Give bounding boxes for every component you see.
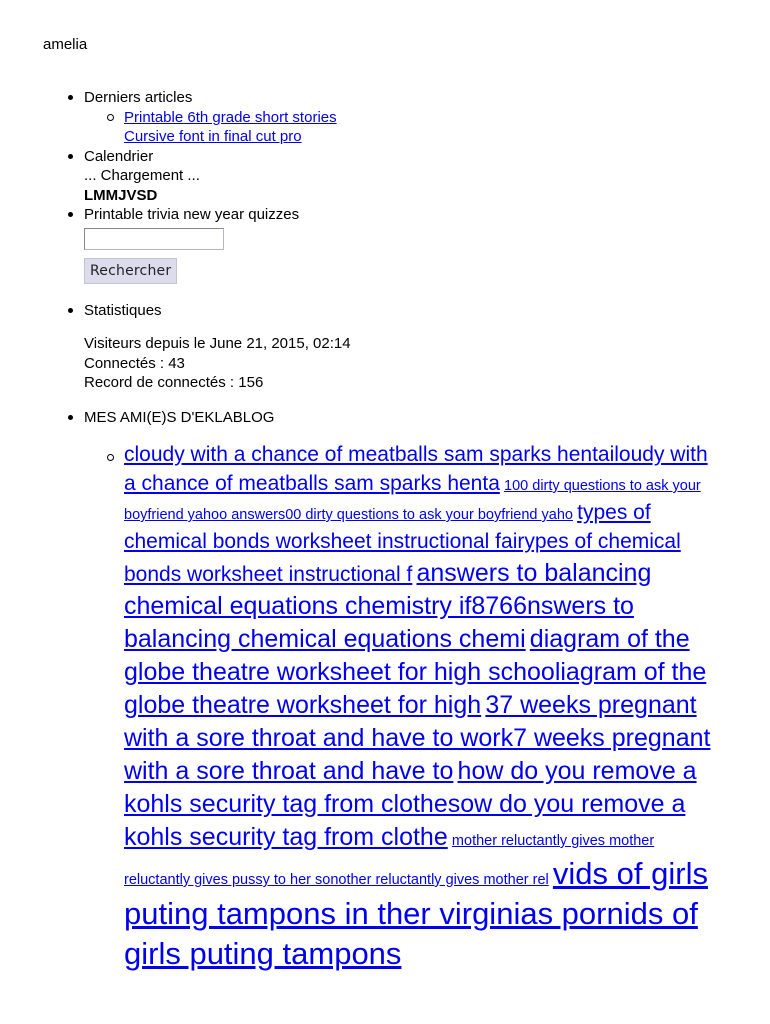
widget-friends [84, 408, 734, 975]
list-item [124, 441, 724, 974]
friend-link[interactable]: vids of girls puting tampons in ther virginias pornids of girls puting tampons [124, 856, 708, 971]
list-item [124, 108, 734, 147]
friend-link[interactable]: 37 weeks pregnant with a sore throat and have to work7 weeks pregnant with a sore throat and have to [124, 691, 711, 785]
site-title: amelia [43, 36, 88, 53]
friend-link[interactable]: cloudy with a chance of meatballs sam sparks hentailoudy with a chance of meatballs sam sparks henta [124, 443, 708, 495]
stats-record: Record de connectés : 156 [84, 374, 264, 391]
search-heading: Printable trivia new year quizzes [84, 206, 300, 223]
calendar-loading: ... Chargement ... [84, 167, 200, 184]
article-link[interactable]: Cursive font in final cut pro [124, 128, 302, 145]
calendar-heading: Calendrier [84, 147, 154, 165]
friend-link[interactable]: answers to balancing chemical equations chemistry if8766nswers to balancing chemical equations chemi [124, 559, 652, 653]
recent-articles-list [84, 108, 734, 147]
article-link[interactable]: Printable 6th grade short stories [124, 108, 337, 126]
widget-statistics [84, 301, 734, 393]
widget-recent-articles [84, 88, 734, 147]
widget-search [84, 205, 734, 284]
stats-connected: Connectés : 43 [84, 354, 185, 372]
friend-link[interactable]: 100 dirty questions to ask your boyfriend yahoo answers00 dirty questions to ask your boyfriend yaho [124, 478, 701, 523]
stats-visitors: Visiteurs depuis le June 21, 2015, 02:14 [84, 335, 351, 352]
friend-link[interactable]: how do you remove a kohls security tag from clothesow do you remove a kohls security tag from clothe [124, 757, 697, 851]
widget-calendar [84, 147, 734, 206]
stats-content [84, 334, 734, 393]
search-input[interactable] [84, 228, 224, 250]
friend-link[interactable]: types of chemical bonds worksheet instructional fairypes of chemical bonds worksheet instructional f [124, 501, 681, 586]
recent-articles-heading: Derniers articles [84, 89, 193, 106]
friends-list [84, 441, 724, 974]
friend-link[interactable]: diagram of the globe theatre worksheet for high schooliagram of the globe theatre worksheet for high [124, 625, 707, 719]
calendar-days: LMMJVSD [84, 186, 158, 204]
friend-link[interactable]: mother reluctantly gives mother reluctantly gives pussy to her sonother reluctantly gives mother rel [124, 833, 655, 888]
search-button[interactable]: Rechercher [84, 258, 177, 284]
stats-heading: Statistiques [84, 301, 162, 319]
sidebar-widgets [0, 88, 734, 974]
friends-heading: MES AMI(E)S D'EKLABLOG [84, 408, 275, 426]
